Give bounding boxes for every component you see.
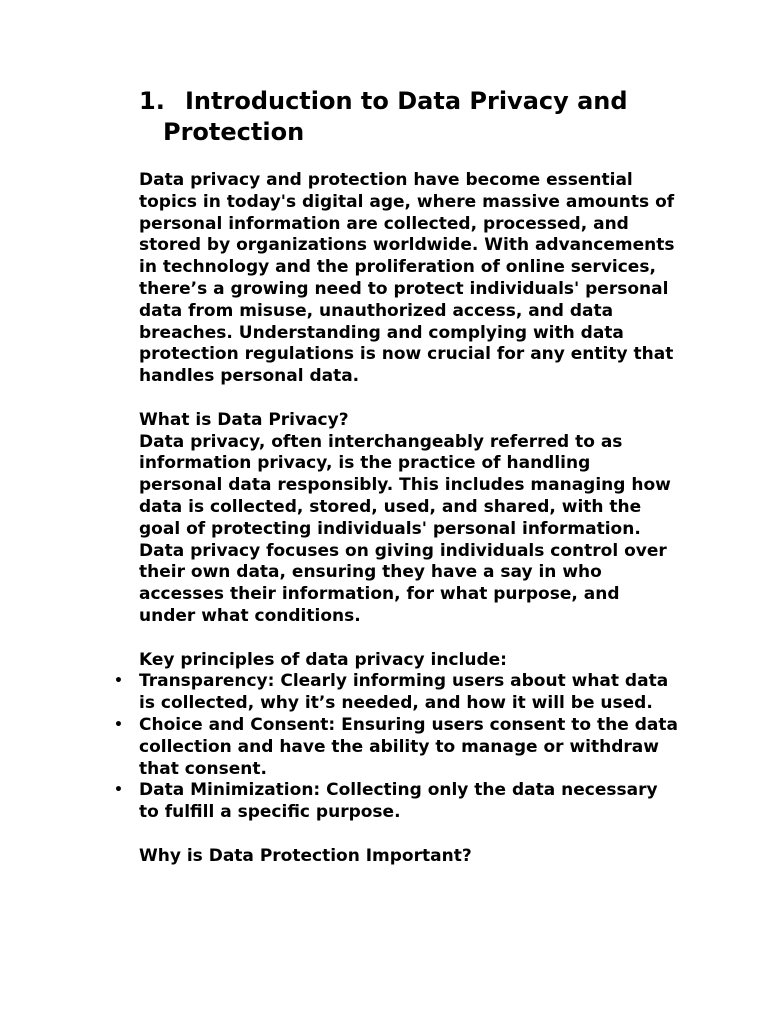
principles-list: [114, 671, 679, 824]
heading-number: 1.: [139, 87, 165, 115]
principles-intro: Key principles of data privacy include:: [139, 649, 507, 670]
bullet-icon: •: [114, 673, 123, 690]
intro-paragraph: Data privacy and protection have become essential topics in today's digital age, where massive amounts of personal information are collected, processed, and stored by organizations worldwide. With advancements in technology and the proliferation of online services, there’s a growing need to protect individuals' personal data from misuse, unauthorized access, and data breaches. Understanding and complying with data protection regulations is now crucial for any entity that handles personal data.: [139, 170, 675, 387]
heading-line-2: Protection: [163, 118, 305, 146]
paragraph-gap: [139, 388, 679, 410]
heading-line-1: Introduction to Data Privacy and: [185, 87, 628, 115]
list-item-text: Data Minimization: Collecting only the data necessary to fulfill a specific purpose.: [139, 780, 658, 823]
list-item-text: Transparency: Clearly informing users about what data is collected, why it’s needed, and how it will be used.: [139, 671, 669, 714]
list-item-text: Choice and Consent: Ensuring users consent to the data collection and have the ability to manage or withdraw that consent.: [139, 714, 678, 779]
data-protection-title: Why is Data Protection Important?: [139, 845, 472, 866]
list-item: [114, 780, 679, 824]
section-heading: [139, 86, 699, 148]
data-privacy-paragraph: Data privacy, often interchangeably referred to as information privacy, is the practice of handling personal data responsibly. This includes managing how data is collected, stored, used, and shared, with the goal of protecting individuals' personal information. Data privacy focuses on giving individuals control over their own data, ensuring they have a say in who accesses their information, for what purpose, and under what conditions.: [139, 431, 671, 626]
paragraph-gap: [139, 824, 679, 846]
paragraph-gap: [139, 628, 679, 650]
list-item: [114, 671, 679, 715]
list-item: [114, 714, 679, 780]
bullet-icon: •: [114, 782, 123, 799]
bullet-icon: •: [114, 716, 123, 733]
data-privacy-title: What is Data Privacy?: [139, 409, 349, 430]
document-body: [114, 170, 679, 868]
